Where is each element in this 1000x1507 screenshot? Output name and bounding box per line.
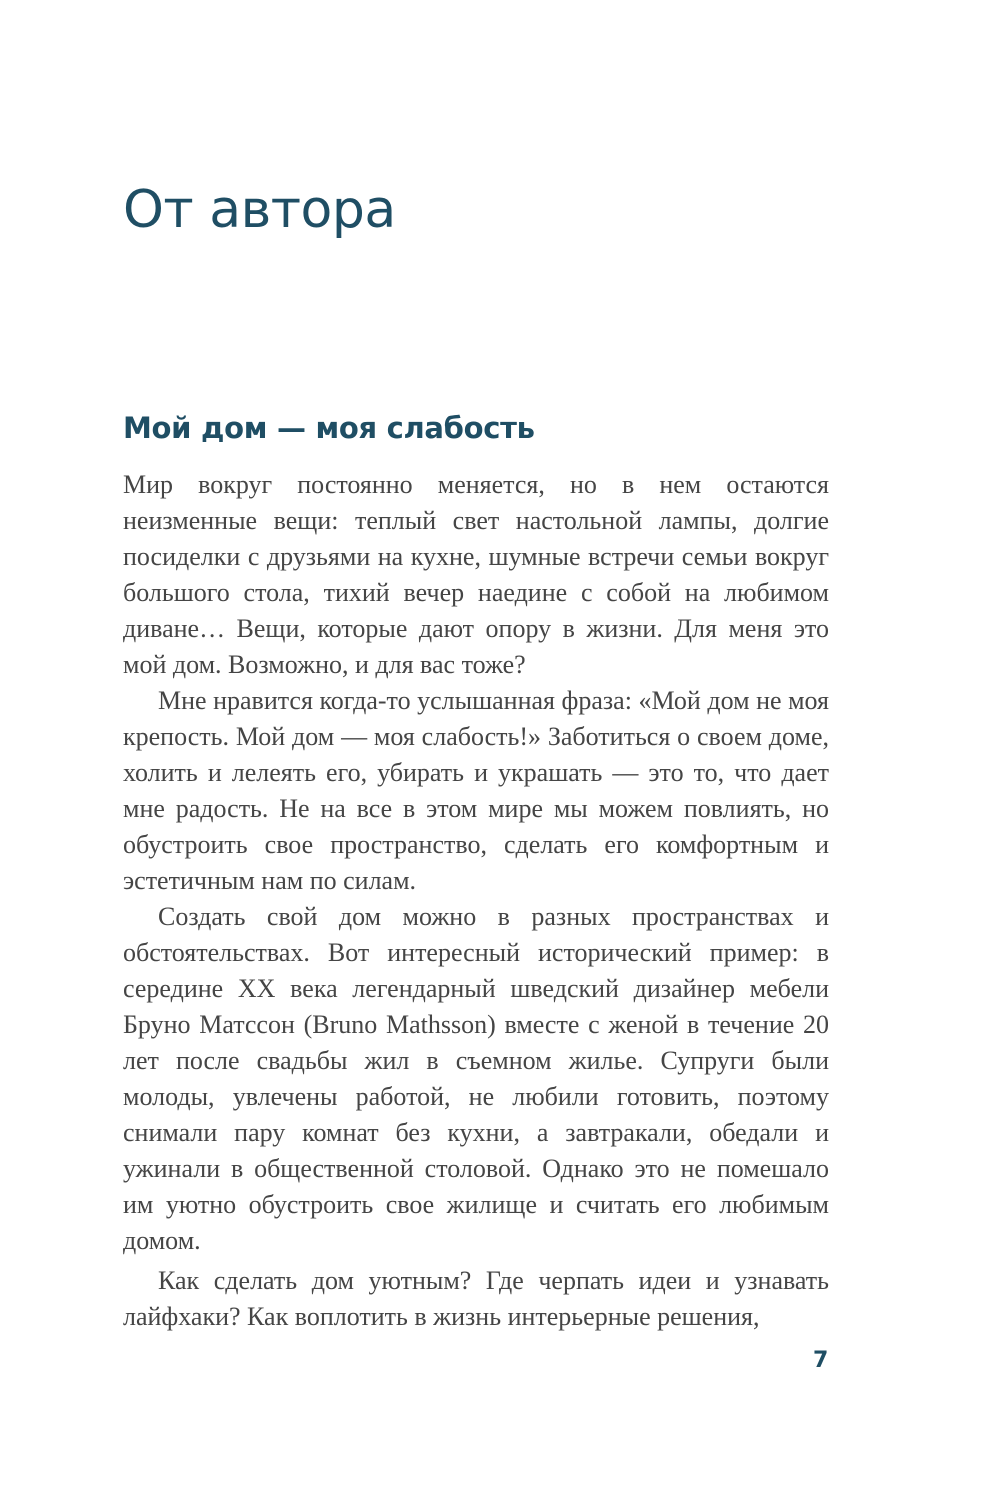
paragraph: Мир вокруг постоянно меняется, но в нем остаются неизменные вещи: теплый свет настольной лампы, долгие посиделки с друзьями на кухне, шумные встречи семьи вокруг большого стола, тихий вечер наедине с собой на любимом диване… Вещи, которые дают опору в жизни. Для меня это мой дом. Возможно, и для вас тоже? (123, 470, 829, 679)
section-title: Мой дом — моя слабость (123, 411, 535, 445)
page-number: 7 (813, 1348, 829, 1373)
chapter-title: От автора (123, 180, 396, 240)
body-text (123, 467, 829, 1335)
paragraph: Как сделать дом уютным? Где черпать идеи и узнавать лайфхаки? Как воплотить в жизнь интерьерные решения, (123, 1266, 829, 1331)
paragraph: Создать свой дом можно в разных пространствах и обстоятельствах. Вот интересный исторический пример: в середине XX века легендарный шведский дизайнер мебели Бруно Матссон (Bruno Mathsson) вместе с женой в течение 20 лет после свадьбы жил в съемном жилье. Супруги были молоды, увлечены работой, не любили готовить, поэтому снимали пару комнат без кухни, а завтракали, обедали и ужинали в общественной столовой. Однако это не помешало им уютно обустроить свое жилище и считать его любимым домом. (123, 902, 829, 1255)
paragraph: Мне нравится когда-то услышанная фраза: «Мой дом не моя крепость. Мой дом — моя слабость!» Заботиться о своем доме, холить и лелеять его, убирать и украшать — это то, что дает мне радость. Не на все в этом мире мы можем повлиять, но обустроить свое пространство, сделать его комфортным и эстетичным нам по силам. (123, 686, 829, 895)
